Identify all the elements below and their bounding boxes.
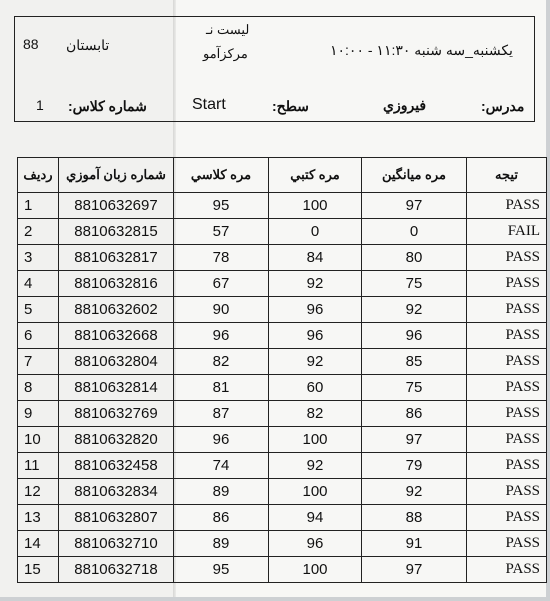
student-id-cell: 8810632804	[59, 349, 174, 375]
class-schedule: یکشنبه_سه شنبه ۱۱:۳۰ - ۱۰:۰۰	[330, 42, 513, 58]
result-cell: PASS	[467, 427, 547, 453]
average-score-cell: 86	[362, 401, 467, 427]
written-score-cell: 92	[269, 349, 362, 375]
table-row	[18, 427, 547, 453]
written-score-cell: 82	[269, 401, 362, 427]
row-number-cell: 8	[18, 375, 59, 401]
table-row	[18, 557, 547, 583]
row-number-cell: 4	[18, 271, 59, 297]
written-score-cell: 92	[269, 453, 362, 479]
class-score-cell: 96	[174, 323, 269, 349]
class-score-cell: 96	[174, 427, 269, 453]
result-cell: PASS	[467, 557, 547, 583]
average-score-cell: 85	[362, 349, 467, 375]
class-number-label: شماره کلاس:	[68, 98, 147, 114]
result-cell: PASS	[467, 245, 547, 271]
student-id-cell: 8810632697	[59, 193, 174, 219]
table-row	[18, 531, 547, 557]
average-score-cell: 88	[362, 505, 467, 531]
level-value: Start	[192, 96, 226, 113]
row-number-cell: 11	[18, 453, 59, 479]
written-score-cell: 94	[269, 505, 362, 531]
term-code: 88	[23, 36, 39, 52]
table-row	[18, 453, 547, 479]
average-score-cell: 75	[362, 375, 467, 401]
average-score-cell: 97	[362, 427, 467, 453]
written-score-cell: 96	[269, 297, 362, 323]
result-cell: PASS	[467, 271, 547, 297]
average-score-cell: 92	[362, 479, 467, 505]
class-score-cell: 89	[174, 531, 269, 557]
result-cell: PASS	[467, 401, 547, 427]
row-number-cell: 5	[18, 297, 59, 323]
result-cell: PASS	[467, 297, 547, 323]
class-score-cell: 78	[174, 245, 269, 271]
table-row	[18, 375, 547, 401]
table-row	[18, 271, 547, 297]
student-id-cell: 8810632815	[59, 219, 174, 245]
result-cell: FAIL	[467, 219, 547, 245]
average-score-cell: 75	[362, 271, 467, 297]
written-score-cell: 100	[269, 557, 362, 583]
row-number-cell: 1	[18, 193, 59, 219]
result-cell: PASS	[467, 349, 547, 375]
student-id-cell: 8810632816	[59, 271, 174, 297]
class-score-cell: 74	[174, 453, 269, 479]
result-cell: PASS	[467, 479, 547, 505]
average-score-cell: 0	[362, 219, 467, 245]
student-id-cell: 8810632718	[59, 557, 174, 583]
row-number-cell: 12	[18, 479, 59, 505]
col-header-result: تیجه	[467, 158, 547, 193]
row-number-cell: 15	[18, 557, 59, 583]
term-name: تابستان	[66, 37, 110, 53]
teacher-name: فیروزي	[383, 97, 427, 113]
row-number-cell: 13	[18, 505, 59, 531]
written-score-cell: 96	[269, 531, 362, 557]
table-row	[18, 219, 547, 245]
col-header-row-number: ردیف	[18, 158, 59, 193]
class-score-cell: 90	[174, 297, 269, 323]
result-cell: PASS	[467, 323, 547, 349]
average-score-cell: 96	[362, 323, 467, 349]
row-number-cell: 14	[18, 531, 59, 557]
student-id-cell: 8810632817	[59, 245, 174, 271]
row-number-cell: 10	[18, 427, 59, 453]
title-fragment: لیست نـ	[206, 22, 250, 37]
student-id-cell: 8810632668	[59, 323, 174, 349]
col-header-student-id: شماره زبان آموزي	[59, 158, 174, 193]
student-id-cell: 8810632458	[59, 453, 174, 479]
table-row	[18, 505, 547, 531]
grades-table	[17, 157, 547, 583]
average-score-cell: 91	[362, 531, 467, 557]
row-number-cell: 3	[18, 245, 59, 271]
table-row	[18, 323, 547, 349]
row-number-cell: 2	[18, 219, 59, 245]
written-score-cell: 96	[269, 323, 362, 349]
average-score-cell: 97	[362, 557, 467, 583]
result-cell: PASS	[467, 505, 547, 531]
written-score-cell: 84	[269, 245, 362, 271]
col-header-class-score: مره کلاسي	[174, 158, 269, 193]
class-score-cell: 89	[174, 479, 269, 505]
student-id-cell: 8810632820	[59, 427, 174, 453]
written-score-cell: 100	[269, 427, 362, 453]
class-score-cell: 67	[174, 271, 269, 297]
written-score-cell: 60	[269, 375, 362, 401]
class-score-cell: 87	[174, 401, 269, 427]
student-id-cell: 8810632814	[59, 375, 174, 401]
result-cell: PASS	[467, 193, 547, 219]
class-score-cell: 81	[174, 375, 269, 401]
written-score-cell: 92	[269, 271, 362, 297]
average-score-cell: 79	[362, 453, 467, 479]
table-row	[18, 349, 547, 375]
class-score-cell: 95	[174, 193, 269, 219]
student-id-cell: 8810632807	[59, 505, 174, 531]
level-label: سطح:	[272, 98, 309, 114]
student-id-cell: 8810632769	[59, 401, 174, 427]
average-score-cell: 92	[362, 297, 467, 323]
written-score-cell: 100	[269, 193, 362, 219]
class-number-value: 1	[36, 97, 44, 113]
table-row	[18, 245, 547, 271]
row-number-cell: 9	[18, 401, 59, 427]
class-score-cell: 95	[174, 557, 269, 583]
student-id-cell: 8810632834	[59, 479, 174, 505]
average-score-cell: 97	[362, 193, 467, 219]
class-score-cell: 82	[174, 349, 269, 375]
table-row	[18, 401, 547, 427]
table-row	[18, 193, 547, 219]
table-header-row	[18, 158, 547, 193]
result-cell: PASS	[467, 375, 547, 401]
center-fragment: مرکزآمو	[203, 46, 248, 61]
table-row	[18, 479, 547, 505]
table-row	[18, 297, 547, 323]
col-header-average-score: مره میانگین	[362, 158, 467, 193]
table-body	[18, 193, 547, 583]
written-score-cell: 0	[269, 219, 362, 245]
result-cell: PASS	[467, 531, 547, 557]
teacher-label: مدرس:	[481, 98, 525, 114]
row-number-cell: 6	[18, 323, 59, 349]
class-score-cell: 57	[174, 219, 269, 245]
average-score-cell: 80	[362, 245, 467, 271]
written-score-cell: 100	[269, 479, 362, 505]
class-score-cell: 86	[174, 505, 269, 531]
result-cell: PASS	[467, 453, 547, 479]
student-id-cell: 8810632602	[59, 297, 174, 323]
col-header-written-score: مره کتبي	[269, 158, 362, 193]
student-id-cell: 8810632710	[59, 531, 174, 557]
row-number-cell: 7	[18, 349, 59, 375]
